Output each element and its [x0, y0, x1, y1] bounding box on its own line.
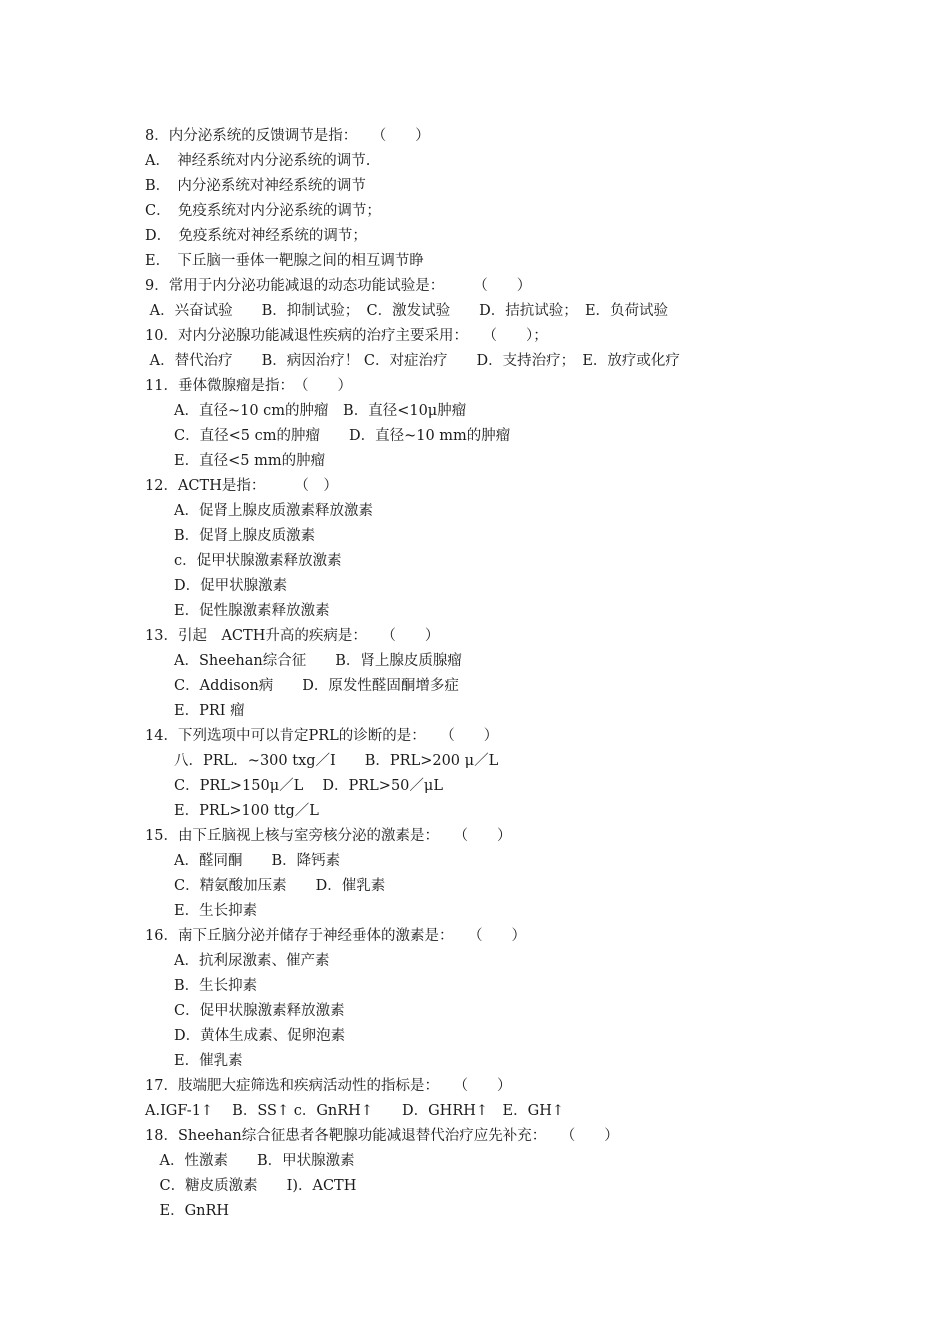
- options-15-cd: C．精氨酸加压素 D．催乳素: [145, 878, 386, 894]
- options-17: A.IGF-1↑ B．SS↑ c．GnRH↑ D．GHRH↑ E．GH↑: [145, 1103, 564, 1119]
- question-9: 9．常用于内分泌功能减退的动态功能试验是： （ ）: [145, 278, 532, 294]
- options-9: A．兴奋试验 B．抑制试验； C．激发试验 D．拮抗试验； E．负荷试验: [145, 303, 669, 319]
- options-13-cd: C．Addison病 D．原发性醛固酮增多症: [145, 678, 459, 694]
- options-13-ab: A．Sheehan综合征 B．肾上腺皮质腺瘤: [145, 653, 462, 669]
- options-15-ab: A．醛同酮 B．降钙素: [145, 853, 341, 869]
- option-16c: C．促甲状腺激素释放激素: [145, 1003, 345, 1019]
- option-18e: E．GnRH: [145, 1203, 230, 1219]
- question-10: 10．对内分泌腺功能减退性疾病的治疗主要采用： （ ）；: [145, 328, 548, 344]
- option-16e: E．催乳素: [145, 1053, 243, 1069]
- options-11-cd: C．直径<5 cm的肿瘤 D．直径~10 mm的肿瘤: [145, 428, 511, 444]
- option-12b: B．促肾上腺皮质激素: [145, 528, 316, 544]
- question-18: 18．Sheehan综合征患者各靶腺功能减退替代治疗应先补充： （ ）: [145, 1128, 619, 1144]
- options-14-ab: 八．PRL．~300 txg／I B．PRL>200 μ／L: [145, 753, 499, 769]
- option-16a: A．抗利尿激素、催产素: [145, 953, 330, 969]
- option-8c: C． 免疫系统对内分泌系统的调节；: [145, 203, 381, 219]
- option-12e: E．促性腺激素释放激素: [145, 603, 330, 619]
- option-16b: B．生长抑素: [145, 978, 258, 994]
- option-15e: E．生长抑素: [145, 903, 258, 919]
- question-14: 14．下列选项中可以肯定PRL的诊断的是： （ ）: [145, 728, 499, 744]
- option-11e: E．直径<5 mm的肿瘤: [145, 453, 326, 469]
- question-8: 8．内分泌系统的反馈调节是指： （ ）: [145, 128, 430, 144]
- option-16d: D．黄体生成素、促卵泡素: [145, 1028, 346, 1044]
- question-13: 13．引起 ACTH升高的疾病是： （ ）: [145, 628, 440, 644]
- option-8a: A． 神经系统对内分泌系统的调节.: [145, 153, 371, 169]
- option-12d: D．促甲状腺激素: [145, 578, 288, 594]
- option-8d: D． 免疫系统对神经系统的调节；: [145, 228, 367, 244]
- option-8b: B． 内分泌系统对神经系统的调节: [145, 178, 366, 194]
- question-11: 11．垂体微腺瘤是指： （ ）: [145, 378, 352, 394]
- options-11-ab: A．直径~10 cm的肿瘤 B．直径<10μ肿瘤: [145, 403, 467, 419]
- options-14-cd: C．PRL>150μ／L D．PRL>50／μL: [145, 778, 443, 794]
- option-8e: E． 下丘脑一垂体一靶腺之间的相互调节睁: [145, 253, 424, 269]
- question-12: 12．ACTH是指： （ ）: [145, 478, 338, 494]
- question-15: 15．由下丘脑视上核与室旁核分泌的激素是： （ ）: [145, 828, 512, 844]
- question-17: 17．肢端肥大症筛选和疾病活动性的指标是： （ ）: [145, 1078, 512, 1094]
- options-18-cd: C．糖皮质激素 I)．ACTH: [145, 1178, 357, 1194]
- option-13e: E．PRI 瘤: [145, 703, 245, 719]
- option-12c: c．促甲状腺激素释放激素: [145, 553, 342, 569]
- option-12a: A．促肾上腺皮质激素释放激素: [145, 503, 373, 519]
- options-18-ab: A．性激素 B．甲状腺激素: [145, 1153, 355, 1169]
- options-10: A．替代治疗 B．病因治疗！ C．对症治疗 D．支持治疗； E．放疗或化疗: [145, 353, 680, 369]
- option-14e: E．PRL>100 ttg／L: [145, 803, 319, 819]
- question-16: 16．南下丘脑分泌并储存于神经垂体的激素是： （ ）: [145, 928, 526, 944]
